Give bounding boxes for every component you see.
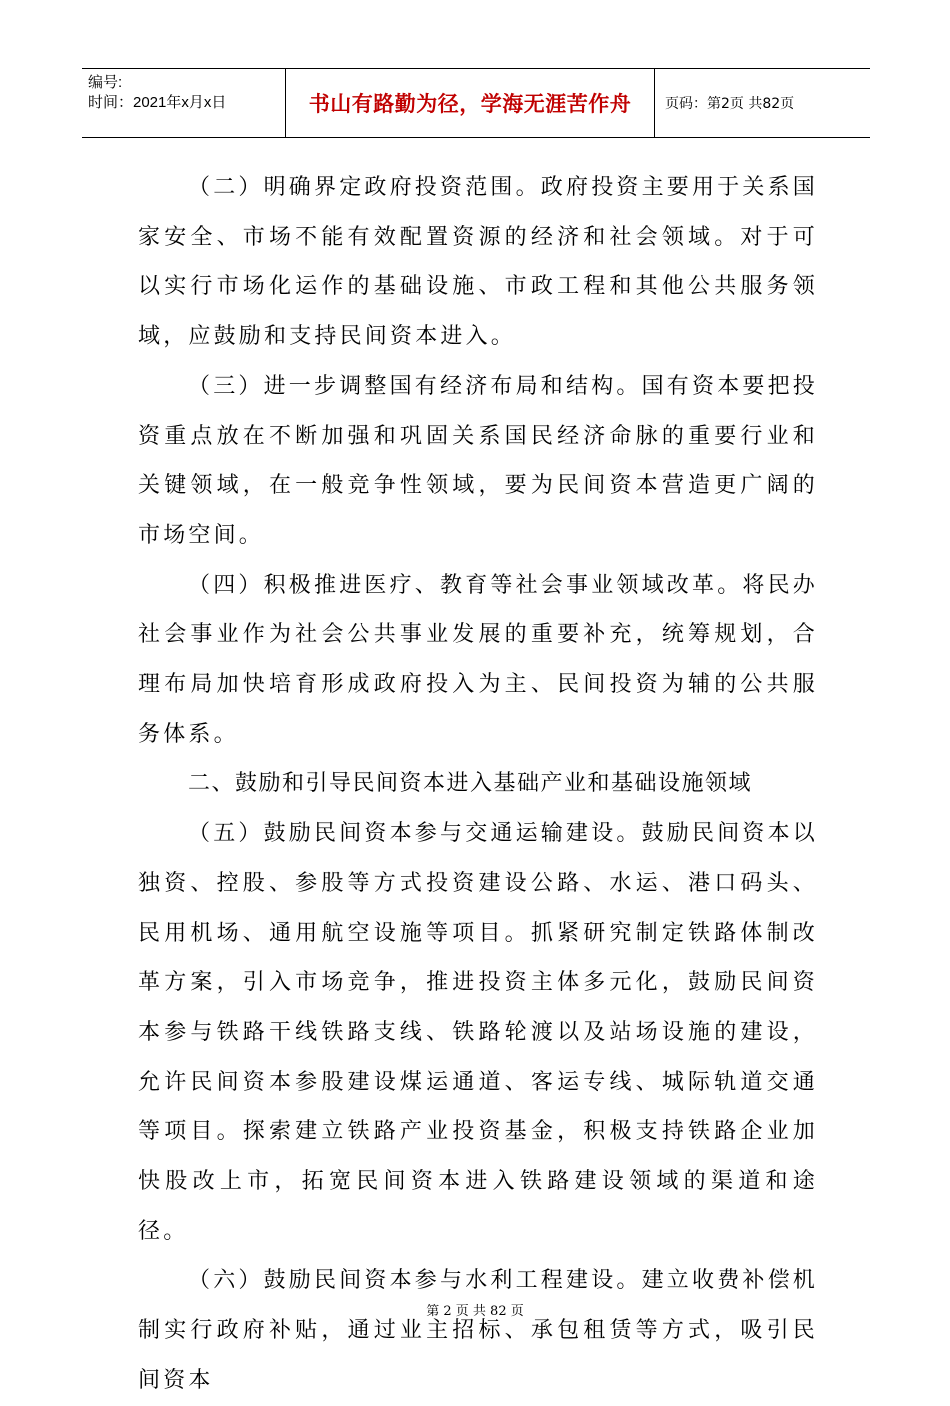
doc-date-label: 时间：2021年x月x日 [88, 94, 227, 111]
paragraph: （五）鼓励民间资本参与交通运输建设。鼓励民间资本以独资、控股、参股等方式投资建设公路、水运、港口码头、民用机场、通用航空设施等项目。抓紧研究制定铁路体制改革方案，引入市场竞争，推进投资主体多元化，鼓励民间资本参与铁路干线铁路支线、铁路轮渡以及站场设施的建设，允许民间资本参股建设煤运通道、客运专线、城际轨道交通等项目。探索建立铁路产业投资基金，积极支持铁路企业加快股改上市，拓宽民间资本进入铁路建设领域的渠道和途径。 [138, 821, 819, 1244]
page-footer: 第 2 页 共 82 页 [426, 1304, 524, 1319]
paragraph: （三）进一步调整国有经济布局和结构。国有资本要把投资重点放在不断加强和巩固关系国民经济命脉的重要行业和关键领域，在一般竞争性领域，要为民间资本营造更广阔的市场空间。 [138, 373, 819, 548]
paragraph: （二）明确界定政府投资范围。政府投资主要用于关系国家安全、市场不能有效配置资源的经济和社会领域。对于可以实行市场化运作的基础设施、市政工程和其他公共服务领域，应鼓励和支持民间资本进入。 [138, 175, 819, 350]
header-motto: 书山有路勤为径，学海无涯苦作舟 [285, 69, 655, 137]
header-page-info: 页码：第2页 共82页 [665, 96, 795, 112]
paragraph: （六）鼓励民间资本参与水利工程建设。建立收费补偿机制实行政府补贴，通过业主招标、承包租赁等方式，吸引民间资本 [138, 1268, 819, 1393]
header-meta [82, 69, 285, 137]
document-body [138, 163, 818, 1406]
document-header [82, 68, 870, 138]
paragraph: （四）积极推进医疗、教育等社会事业领域改革。将民办社会事业作为社会公共事业发展的重要补充，统筹规划，合理布局加快培育形成政府投入为主、民间投资为辅的公共服务体系。 [138, 572, 819, 747]
section-heading: 二、鼓励和引导民间资本进入基础产业和基础设施领域 [188, 771, 753, 797]
doc-number-label: 编号: [88, 74, 123, 91]
